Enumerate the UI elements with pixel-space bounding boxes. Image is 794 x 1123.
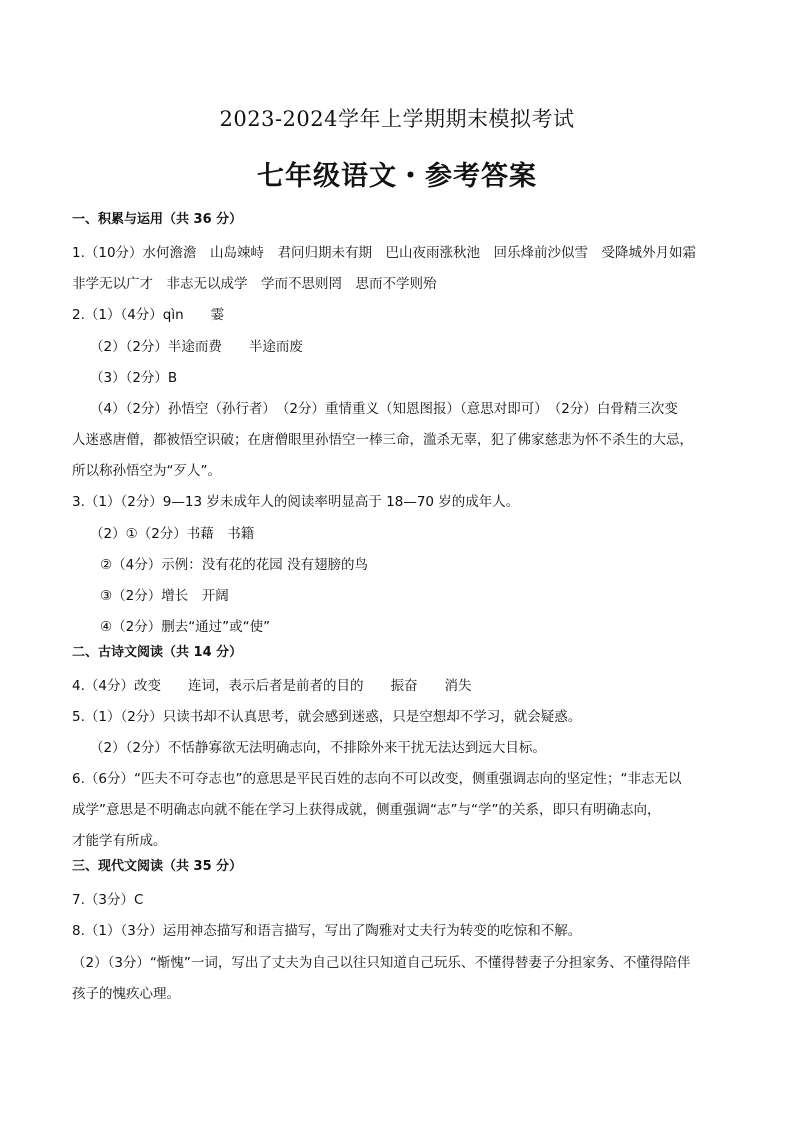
answer-line: ②（4分）示例：没有花的花园 没有翅膀的鸟	[100, 557, 368, 573]
section-heading-1: 一、积累与运用（共 36 分）	[72, 212, 243, 227]
answer-line: （3）（2分）B	[90, 370, 178, 386]
answer-line: 3.（1）（2分）9—13 岁未成年人的阅读率明显高于 18—70 岁的成年人。	[72, 494, 520, 510]
answer-line: 2.（1）（4分）qìn 霎	[72, 307, 225, 323]
answer-line: （4）（2分）孙悟空（孙行者） （2分）重情重义（知恩图报）（意思对即可） （2分）白骨精三次变	[90, 401, 678, 417]
answer-line: （2）①（2分）书藉 书籍	[90, 526, 255, 542]
answer-line: （2）（2分）不恬静寡欲无法明确志向，不排除外来干扰无法达到远大目标。	[90, 740, 546, 756]
answer-line: 4.（4分）改变 连词，表示后者是前者的目的 振奋 消失	[72, 678, 472, 694]
answer-line: 所以称孙悟空为“歹人”。	[72, 463, 221, 479]
answer-line: （2）（2分）半途而费 半途而废	[90, 339, 303, 355]
answer-line: 孩子的愧疚心理。	[72, 986, 180, 1002]
answer-line: 成学”意思是不明确志向就不能在学习上获得成就，侧重强调“志”与“学”的关系，即只有明确志向，	[72, 802, 661, 818]
section-heading-3: 三、现代文阅读（共 35 分）	[72, 859, 243, 874]
answer-line: 人迷惑唐僧，都被悟空识破；在唐僧眼里孙悟空一棒三命，滥杀无辜，犯了佛家慈悲为怀不杀生的大忌，	[72, 432, 693, 448]
answer-line: 才能学有所成。	[72, 833, 167, 849]
answer-line: 1.（10分）水何澹澹 山岛竦峙 君问归期未有期 巴山夜雨涨秋池 回乐烽前沙似雪 受降城外月如霜	[72, 245, 697, 261]
section-heading-2: 二、古诗文阅读（共 14 分）	[72, 645, 243, 660]
answer-line: ③（2分）增长 开阔	[100, 588, 229, 604]
answer-line: 6.（6分）“匹夫不可夺志也”的意思是平民百姓的志向不可以改变，侧重强调志向的坚定性；“非志无以	[72, 771, 682, 787]
exam-title: 2023-2024学年上学期期末模拟考试	[219, 107, 575, 131]
answer-line: ④（2分）删去“通过”或“使”	[100, 619, 271, 635]
answer-line: 8.（1）（3分）运用神态描写和语言描写，写出了陶雅对丈夫行为转变的吃惊和不解。	[72, 923, 582, 939]
answer-line: 非学无以广才 非志无以成学 学而不思则罔 思而不学则殆	[72, 276, 437, 292]
answer-key-title: 七年级语文・参考答案	[257, 161, 537, 192]
answer-line: 5.（1）（2分）只读书却不认真思考，就会感到迷惑，只是空想却不学习，就会疑惑。	[72, 709, 582, 725]
answer-line: 7.（3分）C	[72, 892, 144, 908]
answer-line: （2）（3分）“惭愧”一词，写出了丈夫为自己以往只知道自己玩乐、不懂得替妻子分担家务、不懂得陪伴	[72, 955, 691, 971]
